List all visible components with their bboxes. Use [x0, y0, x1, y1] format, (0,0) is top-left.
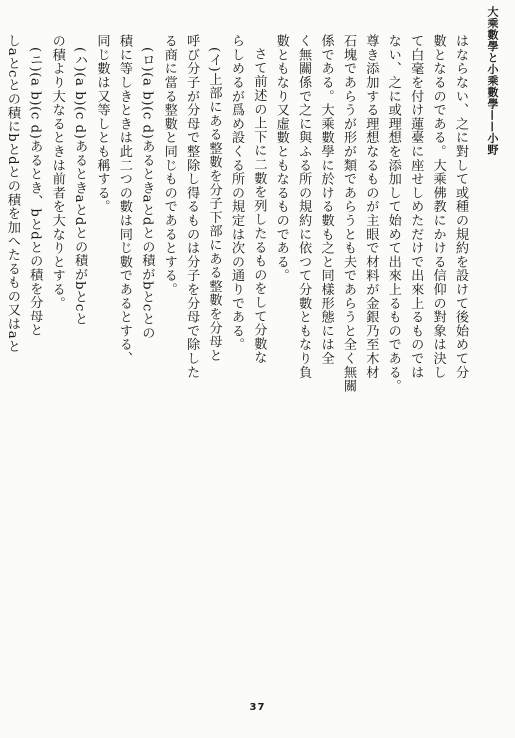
text-column: 數ともなり又虛數ともなるものである。 [273, 34, 289, 283]
text-column: 石塊であらうが形が類であらうとも夫であらうと全く無關 [340, 34, 356, 393]
text-column: 數となるのである。大乘佛教にかける信仰の對象は決し [430, 34, 446, 379]
body-text [4, 34, 471, 702]
text-column: (イ)上部にある整數を分子下部にある整數を分母と [206, 47, 222, 363]
text-column: る商に當る整數と同じものであるとする。 [161, 34, 177, 297]
text-column: ない、之に或理想を添加して始めて出來上るものである。 [385, 34, 401, 393]
text-column: て白毫を付け蓮臺に座せしめただけで出來上るものでは [408, 34, 424, 379]
text-column: しaとcとの積にbとdとの積を加へたるもの又はaと [4, 34, 20, 353]
text-column: く無關係で之に與ふる所の規約に依つて分數ともなり負 [296, 34, 312, 379]
text-column: らしめるが爲め設くる所の規定は次の通りである。 [228, 34, 244, 352]
text-column: (ロ)(a b)(c d)あるときaとdとの積がbとcとの [139, 47, 155, 340]
text-column: 係である。大乘數學に於ける數も之と同樣形態には全 [318, 34, 334, 366]
text-column: (ハ)(a b)(c d)あるときaとdとの積がbとcと [72, 47, 88, 326]
text-column: 同じ數は又等しとも稱する。 [94, 34, 110, 214]
text-column: (ニ)(a b)(c d)あるとき、bとdとの積を分母と [27, 47, 43, 337]
running-header: 大乘數學と小乘數學——小野 [486, 6, 499, 156]
page-number: 37 [249, 702, 266, 713]
text-column: はならない、之に對して或種の規約を設けて後始めて分 [453, 34, 468, 379]
text-column: 積に等しきときは此二つの數は同じ數であるとする、 [116, 34, 132, 366]
text-column: 尊き添加する理想なるものが主眼で材料が金銀乃至木材 [363, 34, 379, 379]
text-column: の積より大なるときは前者を大なりとする。 [49, 34, 65, 310]
text-column: さて前述の上下に二數を列したるものをして分數な [251, 47, 267, 365]
text-column: 呼び分子が分母で整除し得るものは分子を分母で除した [184, 34, 200, 379]
